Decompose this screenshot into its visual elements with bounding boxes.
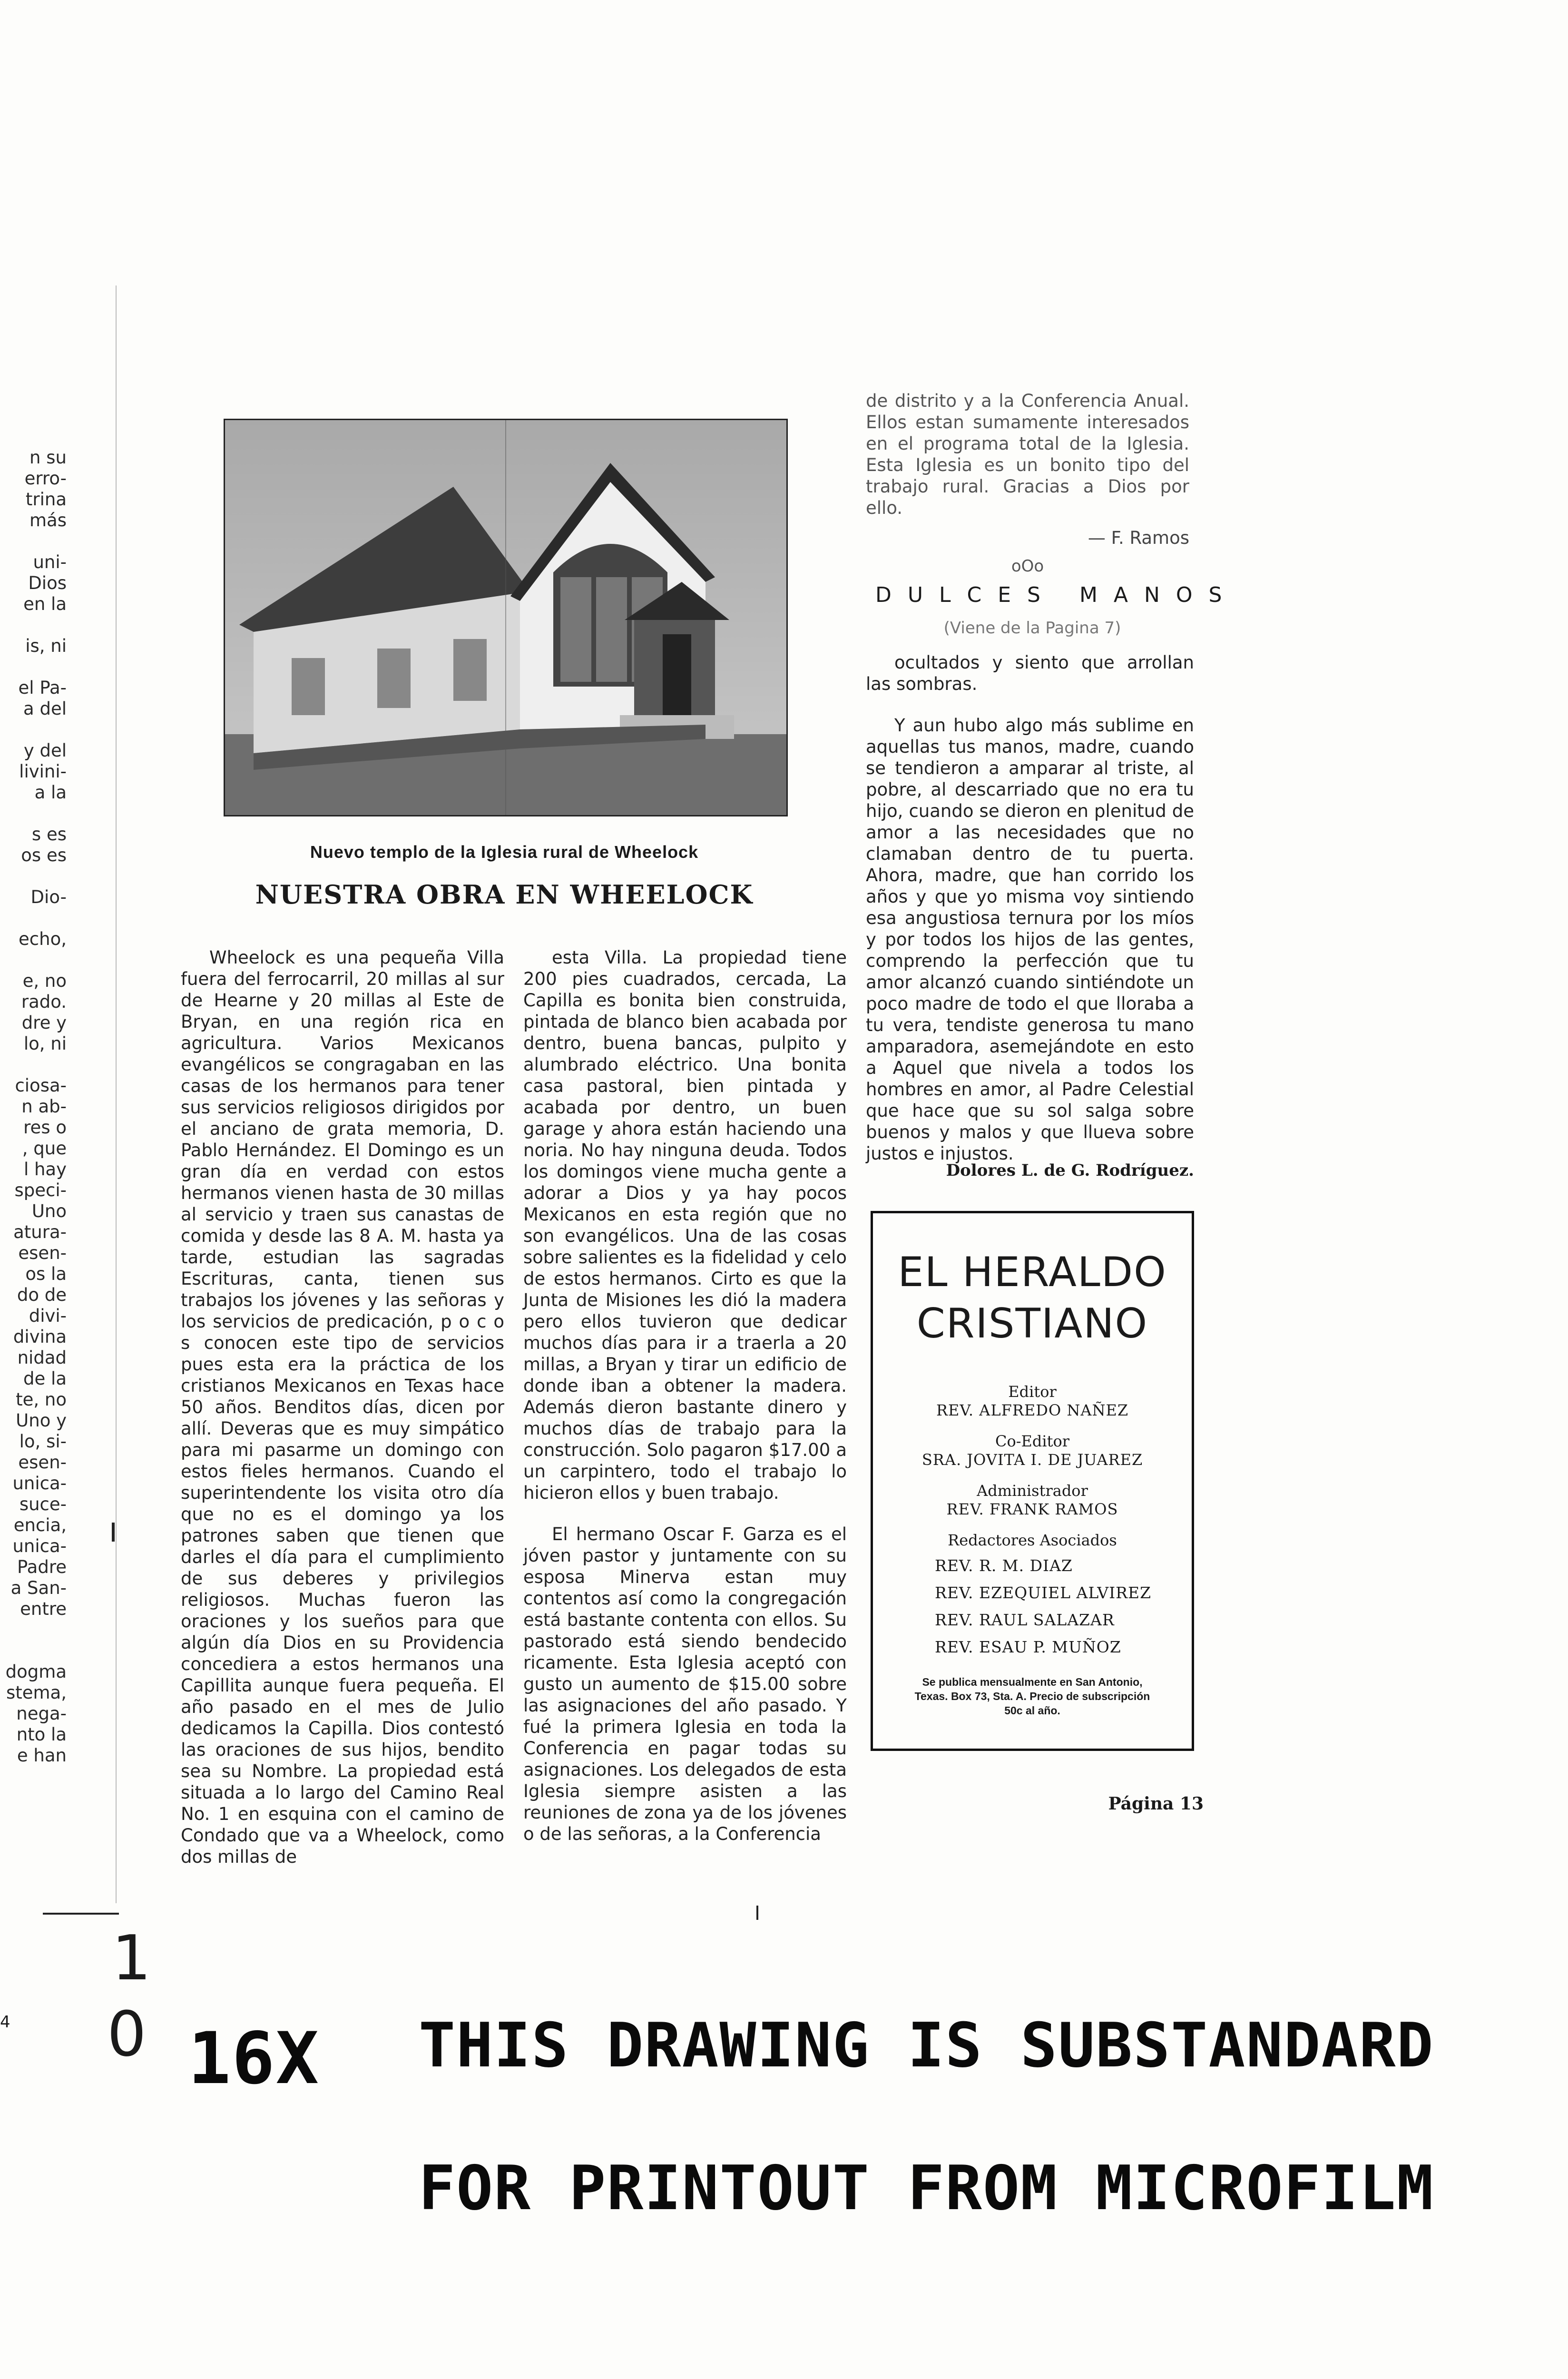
left-fragment-line: atura-: [13, 1222, 67, 1242]
church-photo: [224, 419, 788, 816]
article-signature: — F. Ramos: [1088, 528, 1189, 548]
masthead-box: [871, 1211, 1194, 1751]
church-illustration: [225, 420, 786, 815]
left-fragment-line: a la: [34, 782, 67, 803]
left-fragment-line: n su: [29, 447, 67, 468]
left-fragment-line: esen-: [18, 1243, 67, 1263]
left-fragment-line: [0, 1620, 67, 1641]
left-fragment-line: [0, 657, 67, 678]
associate-name: REV. EZEQUIEL ALVIREZ: [935, 1583, 1152, 1602]
left-fragment-line: erro-: [24, 468, 67, 489]
left-fragment-line: te, no: [16, 1389, 67, 1410]
associates-label: Redactores Asociados: [948, 1531, 1117, 1549]
paragraph: Wheelock es una pequeña Villa fuera del ferrocarril, 20 millas al sur de Hearne y 20 millas al Este de Bryan, en una región rica en agricultura. Varios Mexicanos evangélicos se congragaban en las casas de los hermanos para tener sus servicios religiosos dirigidos por el anciano de grata memoria, D. Pablo Hernández. El Domingo es un gran día en verdad con estos hermanos vienen hasta de 30 millas al servicio y traen sus canastas de comida y desde las 8 A. M. hasta ya tarde, estudian las sagradas Escrituras, canta, tienen sus trabajos los jóvenes y las señoras y los servicios de predicación, p o c o s conocen este tipo de servicios pues esta era la práctica de los cristianos Mexicanos en Texas hace 50 años. Benditos días, dicen por allí. Deveras que es muy simpático para mi pasarme un domingo con estos fieles hermanos. Cuando el superintendente los visita otro día que no es el domingo ya los patrones saben que tienen que darles el día para el cumplimiento de sus deberes y privilegios religiosos. Muchas fueron las oraciones y los sueños para que algún día Dios en su Providencia concediera a estos hermanos una Capillita aunque fuera pequeña. El año pasado en el mes de Julio dedicamos la Capilla. Dios contestó las oraciones de sus hijos, bendito sea su Nombre. La propiedad está situada a lo largo del Camino Real No. 1 en esquina con el camino de Condado que va a Wheelock, como dos millas de: [181, 947, 504, 1867]
left-fragment-line: [0, 803, 67, 824]
left-fragment-line: [0, 908, 67, 929]
left-fragment-line: más: [29, 510, 67, 531]
article-headline: NUESTRA OBRA EN WHEELOCK: [255, 879, 754, 910]
left-fragment-line: e, no: [22, 971, 67, 991]
masthead-title-line2: CRISTIANO: [916, 1300, 1148, 1347]
left-fragment-line: speci-: [14, 1180, 67, 1200]
left-fragment-line: Uno: [31, 1201, 67, 1221]
left-fragment-line: suce-: [19, 1494, 67, 1514]
left-column-fragments: [0, 447, 67, 1766]
coeditor-label: Co-Editor: [995, 1432, 1070, 1450]
publication-note: Se publica mensualmente en San Antonio, Texas. Box 73, Sta. A. Precio de subscripción 50c al año.: [914, 1676, 1150, 1717]
paragraph: Y aun hubo algo más sublime en aquellas tus manos, madre, cuando se tendieron a amparar al triste, al pobre, al descarriado que no era tu hijo, cuando se dieron en plenitud de amor a las necesidades que no clamaban dentro de tu puerta. Ahora, madre, que han corrido los años y que yo misma voy sintiendo esa angustiosa ternura por los míos y por todos los hijos de las gentes, comprendo la perfección que tu amor alcanzó cuando sintiéndote un poco madre de todo el que lloraba a tu vera, tendiste generosa tu mano amparadora, asemejándote en esto a Aquel que nivela a todos los hombres en amor, al Padre Celestial que hace que su sol salga sobre buenos y malos y que llueva sobre justos e injustos.: [866, 715, 1194, 1164]
left-fragment-line: dre y: [21, 1013, 67, 1033]
left-fragment-line: lo, si-: [19, 1431, 67, 1452]
stray-mark: [112, 1523, 115, 1542]
left-fragment-line: Uno y: [16, 1410, 67, 1431]
left-fragment-line: livini-: [19, 761, 67, 782]
left-fragment-line: a San-: [10, 1578, 67, 1598]
section-divider: oOo: [1011, 557, 1044, 576]
article-column-2: [523, 947, 847, 1865]
left-fragment-line: s es: [31, 824, 67, 845]
left-fragment-line: Dio-: [30, 887, 67, 907]
coeditor-name: SRA. JOVITA I. DE JUAREZ: [921, 1451, 1143, 1469]
left-fragment-line: do de: [17, 1285, 67, 1305]
left-fragment-line: y del: [23, 740, 67, 761]
left-fragment-line: rado.: [21, 992, 67, 1012]
left-fragment-line: dogma: [5, 1661, 67, 1682]
paragraph: esta Villa. La propiedad tiene 200 pies cuadrados, cercada, La Capilla es bonita bien construida, pintada de blanco bien acabada por dentro, buena bancas, pulpito y alumbrado eléctrico. Una bonita casa pastoral, bien pintada y acabada por dentro, un buen garage y ahora están haciendo una noria. No hay ninguna deuda. Todos los domingos viene mucha gente a adorar a Dios y ya hay pocos Mexicanos en esta región que no son evangélicos. Una de las cosas sobre salientes es la fidelidad y celo de estos hermanos. Cirto es que la Junta de Misiones les dió la madera pero ellos tuvieron que dedicar muchos días para ir a traerla a 20 millas, a Bryan y tirar un edificio de donde iban a obtener la madera. Además dieron bastante dinero y muchos días de trabajo para la construcción. Solo pagaron $17.00 a un carpintero, todo el trabajo lo hicieron ellos y buen trabajo.: [523, 947, 847, 1503]
left-fragment-line: divina: [13, 1327, 67, 1347]
left-fragment-line: nega-: [16, 1703, 67, 1724]
frame-rule-top: [43, 1913, 119, 1915]
left-fragment-line: el Pa-: [18, 678, 67, 698]
left-fragment-line: encia,: [13, 1515, 67, 1535]
left-fragment-line: entre: [20, 1599, 67, 1619]
poem-body: [866, 652, 1194, 1184]
left-fragment-line: nidad: [17, 1347, 67, 1368]
left-fragment-line: [0, 615, 67, 636]
left-fragment-line: [0, 1054, 67, 1075]
photo-caption: Nuevo templo de la Iglesia rural de Wheelock: [310, 842, 699, 862]
article-column-1: [181, 947, 504, 1887]
left-fragment-line: trina: [25, 489, 67, 510]
microfilm-notice-line2: FOR PRINTOUT FROM MICROFILM: [419, 2153, 1434, 2224]
left-fragment-line: is, ni: [25, 636, 67, 656]
associate-name: REV. RAUL SALAZAR: [935, 1611, 1115, 1629]
poem-author: Dolores L. de G. Rodríguez.: [946, 1161, 1194, 1180]
left-edge-digit: 4: [0, 2013, 10, 2032]
magnification-label: 16X: [188, 2017, 320, 2100]
associate-name: REV. R. M. DIAZ: [935, 1556, 1073, 1575]
admin-label: Administrador: [977, 1482, 1088, 1500]
left-fragment-line: ciosa-: [15, 1075, 67, 1096]
film-digit-0: 0: [107, 1998, 147, 2070]
microfilm-notice-line1: THIS DRAWING IS SUBSTANDARD: [419, 2010, 1434, 2081]
associates-list: [935, 1552, 1192, 1661]
left-fragment-line: nto la: [16, 1724, 67, 1745]
left-fragment-line: , que: [22, 1138, 67, 1159]
left-fragment-line: unica-: [12, 1473, 67, 1494]
gutter-line: [116, 285, 117, 1903]
poem-title: D U L C E S M A N O S: [875, 583, 1227, 607]
admin-name: REV. FRANK RAMOS: [946, 1500, 1118, 1518]
left-fragment-line: [0, 531, 67, 552]
left-fragment-line: Dios: [28, 573, 67, 593]
left-fragment-line: de la: [23, 1368, 67, 1389]
editor-name: REV. ALFREDO NAÑEZ: [936, 1401, 1129, 1419]
stray-mark: [756, 1906, 758, 1920]
left-fragment-line: echo,: [19, 929, 67, 949]
paragraph: ocultados y siento que arrollan las sombras.: [866, 652, 1194, 694]
left-fragment-line: stema,: [6, 1682, 67, 1703]
left-fragment-line: os es: [21, 845, 67, 865]
editor-label: Editor: [1008, 1383, 1057, 1401]
left-fragment-line: e han: [17, 1745, 67, 1766]
left-fragment-line: unica-: [12, 1536, 67, 1556]
left-fragment-line: n ab-: [21, 1096, 67, 1117]
left-fragment-line: uni-: [33, 552, 67, 572]
poem-subtitle: (Viene de la Pagina 7): [943, 619, 1121, 638]
left-fragment-line: en la: [23, 594, 67, 614]
left-fragment-line: [0, 950, 67, 971]
paragraph: El hermano Oscar F. Garza es el jóven pastor y juntamente con su esposa Minerva estan muy contentos así como la congregación está bastante contenta con ellos. Su pastorado está siendo bendecido ricamente. Esta Iglesia aceptó con gusto un aumento de $15.00 sobre las asignaciones del año pasado. Y fué la primera Iglesia en toda la Conferencia en pagar todas su asignaciones. Los delegados de esta Iglesia siempre asisten a las reuniones de zona ya de los jóvenes o de las señoras, a la Conferencia: [523, 1524, 847, 1844]
left-fragment-line: esen-: [18, 1452, 67, 1473]
left-fragment-line: [0, 719, 67, 740]
film-digit-1: 1: [112, 1922, 151, 1994]
left-fragment-line: divi-: [29, 1306, 67, 1326]
left-fragment-line: [0, 866, 67, 887]
left-fragment-line: lo, ni: [23, 1033, 67, 1054]
article-continuation: de distrito y a la Conferencia Anual. Ellos estan sumamente interesados en el programa total de la Iglesia. Esta Iglesia es un bonito tipo del trabajo rural. Gracias a Dios por ello.: [866, 391, 1189, 518]
page-number: Página 13: [1108, 1794, 1204, 1814]
left-fragment-line: res o: [23, 1117, 67, 1138]
left-fragment-line: os la: [25, 1264, 67, 1284]
left-fragment-line: [0, 1641, 67, 1661]
left-fragment-line: l hay: [23, 1159, 67, 1180]
associate-name: REV. ESAU P. MUÑOZ: [935, 1638, 1121, 1656]
masthead-title-line1: EL HERALDO: [898, 1248, 1167, 1296]
left-fragment-line: Padre: [17, 1557, 67, 1577]
left-fragment-line: a del: [23, 698, 67, 719]
